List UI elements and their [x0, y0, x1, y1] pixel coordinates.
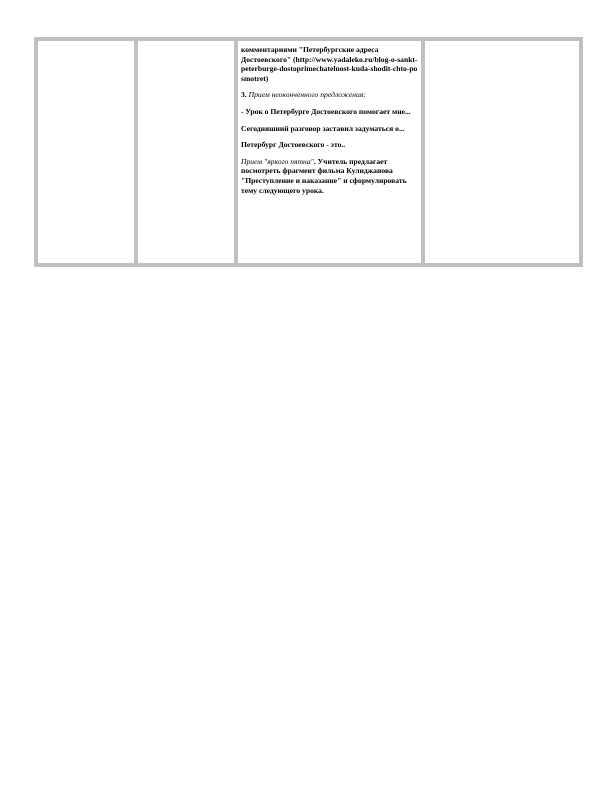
technique-number: 3. [241, 90, 249, 100]
table-cell-activity [236, 39, 423, 265]
addresses-paragraph [241, 45, 418, 83]
table-cell-result [423, 39, 581, 265]
technique-title: Прием неоконченного предложения: [248, 90, 366, 100]
table-row [36, 39, 581, 265]
lesson-plan-table [34, 37, 583, 267]
bright-spot-title: Прием "яркого пятна" [241, 156, 314, 166]
addresses-text: комментариями "Петербургские адреса Достоевского" [241, 45, 379, 64]
sentence-prompt-2: Сегодняшний разговор заставил задуматься о... [241, 123, 405, 133]
bright-spot-paragraph [241, 157, 418, 195]
table-cell-goal [136, 39, 236, 265]
sentence-prompt-1: - Урок о Петербурге Достоевского помогает мне... [241, 106, 411, 116]
addresses-link[interactable]: (http://www.yadaleko.ru/blog-o-sankt-peterburge-dostoprimechatelnost-kuda-shodit-chto-posmotret) [241, 54, 418, 83]
technique-heading [241, 90, 418, 100]
bright-spot-text: . Учитель предлагает посмотреть фрагмент фильма Кулиджанова "Преступление и наказание" и сформулировать тему следующего урока. [241, 156, 407, 195]
sentence-prompt-3: Петербург Достоевского - это.. [241, 140, 346, 150]
table-cell-stage [36, 39, 136, 265]
activity-content [238, 41, 421, 206]
